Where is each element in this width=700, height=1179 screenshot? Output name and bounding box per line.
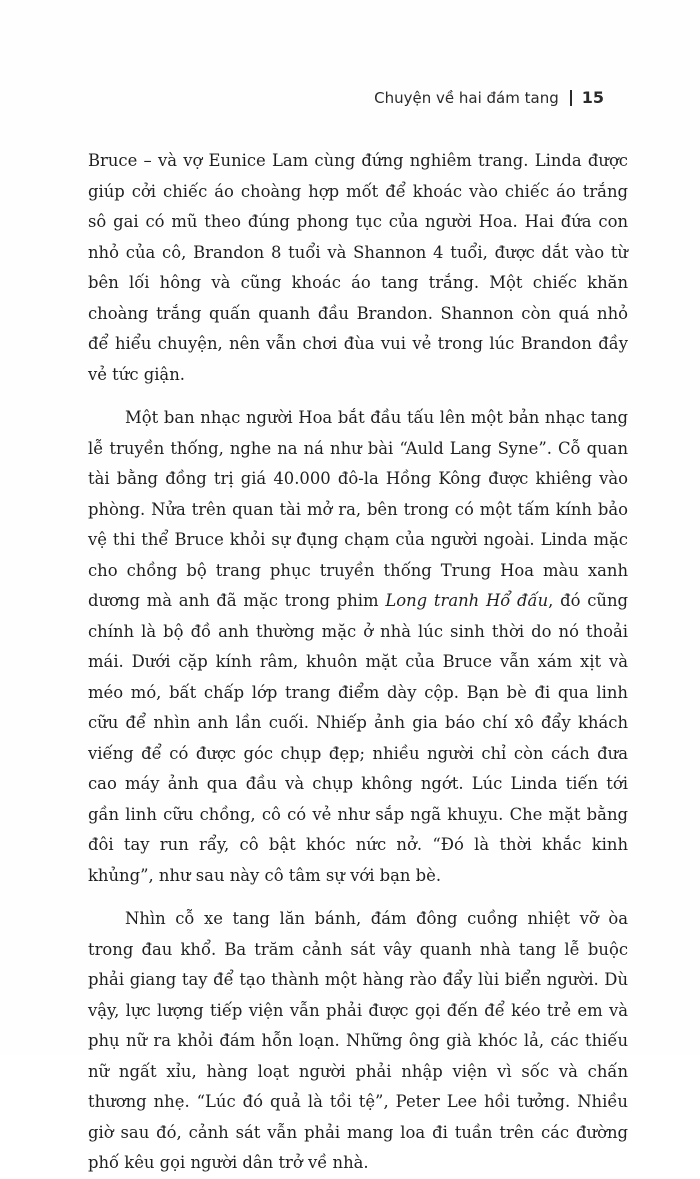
paragraph-1: Bruce – và vợ Eunice Lam cùng đứng nghiêm trang. Linda được giúp cởi chiếc áo choàng hợp mốt để khoác vào chiếc áo trắng sô gai có mũ theo đúng phong tục của người Hoa. Hai đứa con nhỏ của cô, Brandon 8 tuổi và Shannon 4 tuổi, được dắt vào từ bên lối hông và cũng khoác áo tang trắng. Một chiếc khăn choàng trắng quấn quanh đầu Brandon. Shannon còn quá nhỏ để hiểu chuyện, nên vẫn chơi đùa vui vẻ trong lúc Brandon đầy vẻ tức giận. (88, 151, 628, 384)
chapter-title: Chuyện về hai đám tang (374, 88, 559, 107)
paragraph-2 (88, 403, 628, 891)
page-number: 15 (581, 88, 604, 107)
paragraph-2-text-before: Một ban nhạc người Hoa bắt đầu tấu lên một bản nhạc tang lễ truyền thống, nghe na ná như bài “Auld Lang Syne”. Cỗ quan tài bằng đồng trị giá 40.000 đô-la Hồng Kông được khiêng vào phòng. Nửa trên quan tài mở ra, bên trong có một tấm kính bảo vệ thi thể Bruce khỏi sự đụng chạm của người ngoài. Linda mặc cho chồng bộ trang phục truyền thống Trung Hoa màu xanh dương mà anh đã mặc trong phim (88, 408, 628, 610)
running-header (374, 88, 604, 107)
header-divider (570, 90, 572, 106)
paragraph-3: Nhìn cỗ xe tang lăn bánh, đám đông cuồng nhiệt vỡ òa trong đau khổ. Ba trăm cảnh sát vây quanh nhà tang lễ buộc phải giang tay để tạo thành một hàng rào đẩy lùi biển người. Dù vậy, lực lượng tiếp viện vẫn phải được gọi đến để kéo trẻ em và phụ nữ ra khỏi đám hỗn loạn. Những ông già khóc lả, các thiếu nữ ngất xỉu, hàng loạt người phải nhập viện vì sốc và chấn thương nhẹ. “Lúc đó quả là tồi tệ”, Peter Lee hồi tưởng. Nhiều giờ sau đó, cảnh sát vẫn phải mang loa đi tuần trên các đường phố kêu gọi người dân trở về nhà. (88, 909, 628, 1172)
film-title: Long tranh Hổ đấu (385, 591, 549, 610)
paragraph-2-text-after: , đó cũng chính là bộ đồ anh thường mặc ở nhà lúc sinh thời do nó thoải mái. Dưới cặp kính râm, khuôn mặt của Bruce vẫn xám xịt và méo mó, bất chấp lớp trang điểm dày cộp. Bạn bè đi qua linh cữu để nhìn anh lần cuối. Nhiếp ảnh gia báo chí xô đẩy khách viếng để có được góc chụp đẹp; nhiều người chỉ còn cách đưa cao máy ảnh qua đầu và chụp không ngớt. Lúc Linda tiến tới gần linh cữu chồng, cô có vẻ như sắp ngã khuỵu. Che mặt bằng đôi tay run rẩy, cô bật khóc nức nở. “Đó là thời khắc kinh khủng”, như sau này cô tâm sự với bạn bè. (88, 591, 628, 885)
body-text (88, 146, 628, 1179)
